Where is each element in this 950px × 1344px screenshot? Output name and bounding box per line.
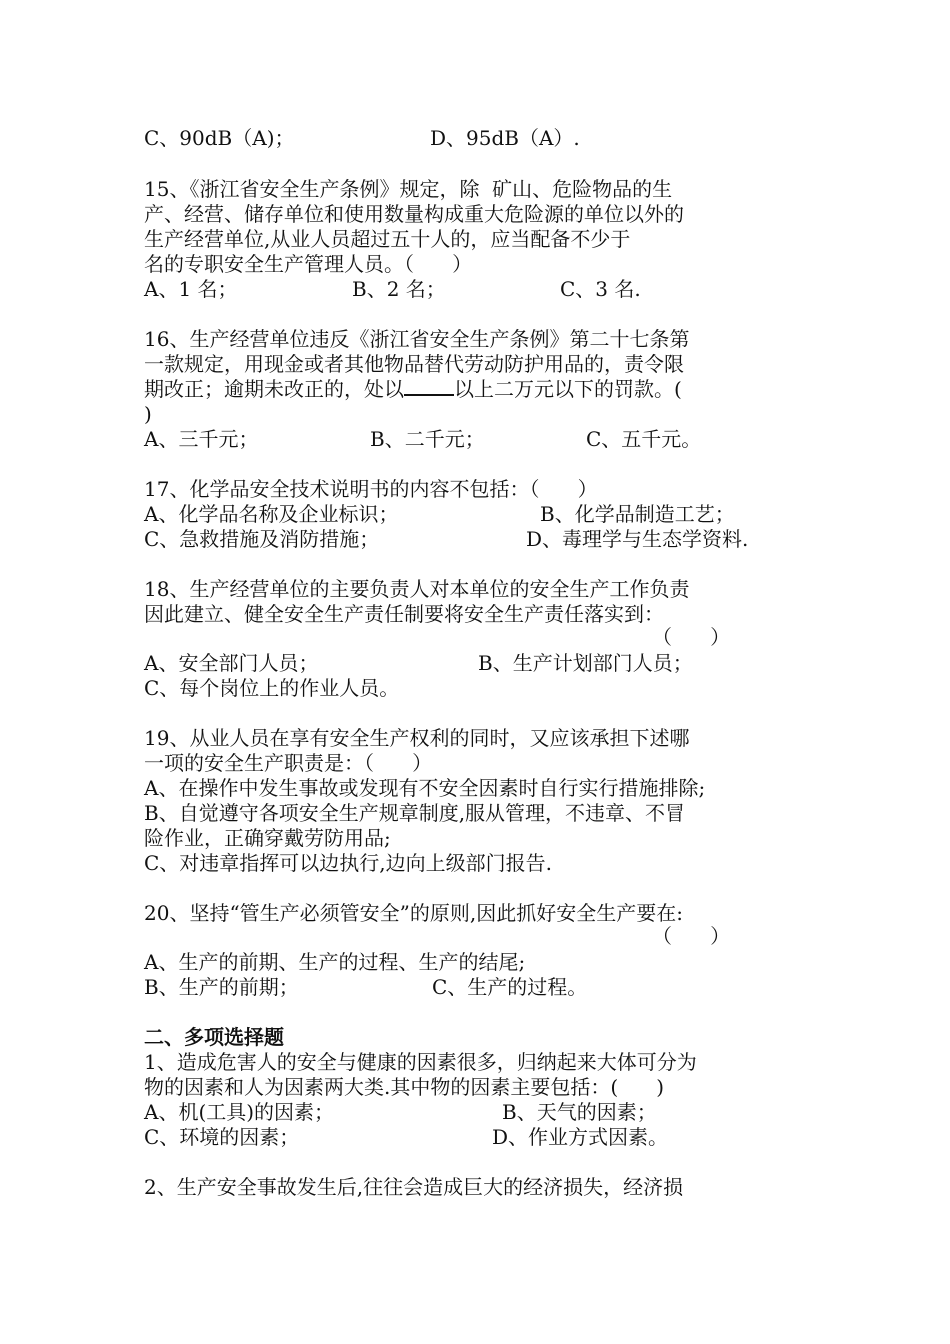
q14-option-c: C、90dB（A)； — [144, 126, 295, 150]
q15-text-line: 生产经营单位,从业人员超过五十人的，应当配备不少于 — [144, 227, 631, 251]
section-heading: 二、多项选择题 — [144, 1025, 284, 1049]
q19-text-line: 一项的安全生产职责是：（ ） — [144, 751, 433, 775]
q18-option-b: B、生产计划部门人员； — [478, 651, 693, 675]
q20-option-c: C、生产的过程。 — [432, 975, 588, 999]
q16-text-line: 一款规定，用现金或者其他物品替代劳动防护用品的，责令限 — [144, 352, 684, 376]
q16-text-line: 16、生产经营单位违反《浙江省安全生产条例》第二十七条第 — [144, 327, 690, 351]
q20-text-line: 20、坚持“管生产必须管安全”的原则,因此抓好安全生产要在: — [144, 901, 683, 925]
q15-option-a: A、1 名； — [144, 277, 238, 301]
q15-text-line: 名的专职安全生产管理人员。（ ） — [144, 252, 473, 276]
q15-text-line: 产、经营、储存单位和使用数量构成重大危险源的单位以外的 — [144, 202, 684, 226]
q20-option-b: B、生产的前期； — [144, 975, 299, 999]
q16-option-b: B、二千元； — [370, 427, 485, 451]
q19-option-a: A、在操作中发生事故或发现有不安全因素时自行实行措施排除; — [144, 776, 706, 800]
q16-text-pre: 期改正；逾期未改正的，处以 — [144, 377, 404, 401]
m2-text-line: 2、生产安全事故发生后,往往会造成巨大的经济损失，经济损 — [144, 1175, 684, 1199]
q18-option-a: A、安全部门人员； — [144, 651, 319, 675]
q19-option-b: B、自觉遵守各项安全生产规章制度,服从管理，不违章、不冒 — [144, 801, 686, 825]
q16-text-line-with-blank — [144, 376, 682, 402]
q14-option-d: D、95dB（A）. — [430, 126, 580, 150]
q20-option-a: A、生产的前期、生产的过程、生产的结尾; — [144, 950, 526, 974]
q16-option-a: A、三千元； — [144, 427, 259, 451]
q15-option-c: C、3 名. — [560, 277, 641, 301]
q18-option-c: C、每个岗位上的作业人员。 — [144, 676, 400, 700]
m1-text-line: 1、造成危害人的安全与健康的因素很多，归纳起来大体可分为 — [144, 1050, 697, 1074]
m1-option-a: A、机(工具)的因素； — [144, 1100, 335, 1124]
q18-answer-brackets: （ ） — [652, 625, 731, 649]
m1-option-c: C、环境的因素； — [144, 1125, 300, 1149]
q20-answer-brackets: （ ） — [652, 924, 731, 948]
q19-option-b-cont: 险作业，正确穿戴劳防用品; — [144, 826, 391, 850]
q17-option-c: C、急救措施及消防措施； — [144, 527, 380, 551]
m1-text-line: 物的因素和人为因素两大类.其中物的因素主要包括：( ) — [144, 1075, 665, 1099]
q18-text-line: 因此建立、健全安全生产责任制要将安全生产责任落实到： — [144, 602, 664, 626]
q15-option-b: B、2 名； — [352, 277, 446, 301]
m1-option-d: D、作业方式因素。 — [492, 1125, 669, 1149]
q16-text-post: 以上二万元以下的罚款。( — [454, 377, 682, 401]
fill-in-blank — [404, 376, 454, 396]
q16-text-line: ) — [144, 402, 152, 426]
q17-option-b: B、化学品制造工艺； — [540, 502, 735, 526]
q17-option-a: A、化学品名称及企业标识； — [144, 502, 399, 526]
m1-option-b: B、天气的因素； — [502, 1100, 657, 1124]
q17-option-d: D、毒理学与生态学资料. — [526, 527, 749, 551]
q19-option-c: C、对违章指挥可以边执行,边向上级部门报告. — [144, 851, 553, 875]
q19-text-line: 19、从业人员在享有安全生产权利的同时，又应该承担下述哪 — [144, 726, 690, 750]
q15-text-line: 15、《浙江省安全生产条例》规定，除 矿山、危险物品的生 — [144, 177, 673, 201]
q17-text-line: 17、化学品安全技术说明书的内容不包括：（ ） — [144, 477, 598, 501]
q18-text-line: 18、生产经营单位的主要负责人对本单位的安全生产工作负责 — [144, 577, 690, 601]
q16-option-c: C、五千元。 — [586, 427, 702, 451]
